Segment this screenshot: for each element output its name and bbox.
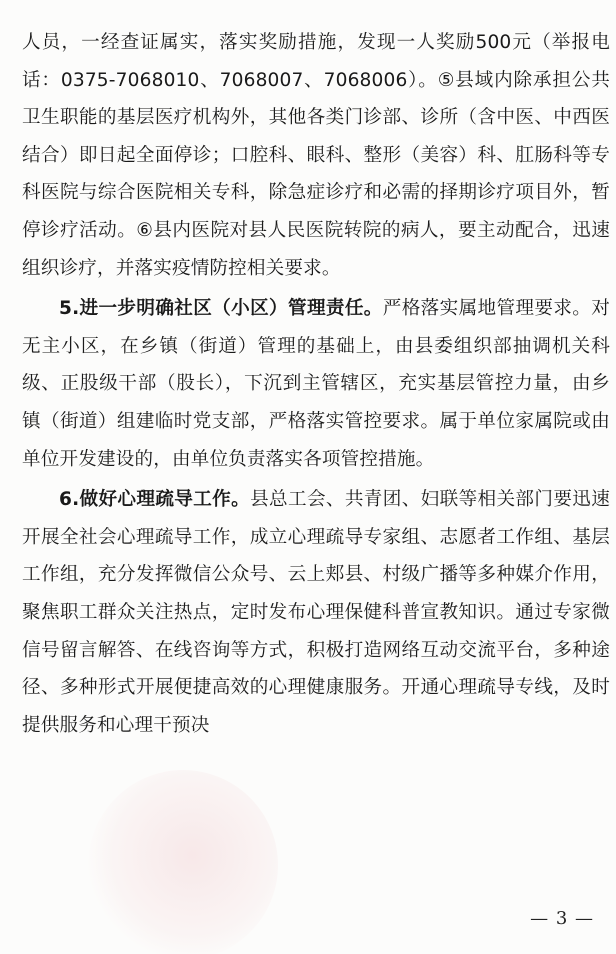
- paragraph-psychological-counseling: [22, 481, 610, 744]
- document-body: [22, 0, 610, 744]
- page-number: — 3 —: [530, 908, 594, 929]
- paragraph-community-management: [22, 290, 610, 478]
- section-heading: 6.做好心理疏导工作。: [59, 489, 251, 511]
- paragraph-continuation: [22, 0, 610, 287]
- paragraph-text: 严格落实属地管理要求。对无主小区，在乡镇（街道）管理的基础上，由县委组织部抽调机关科级、正股级干部（股长），下沉到主管辖区，充实基层管控力量，由乡镇（街道）组建临时党支部，严格落实管控要求。属于单位家属院或由单位开发建设的，由单位负责落实各项管控措施。: [22, 298, 610, 470]
- paragraph-text: 人员，一经查证属实，落实奖励措施，发现一人奖励500元（举报电话：0375-7068010、7068007、7068006）。⑤县域内除承担公共卫生职能的基层医疗机构外，其他各类门诊部、诊所（含中医、中西医结合）即日起全面停诊；口腔科、眼科、整形（美容）科、肛肠科等专科医院与综合医院相关专科，除急症诊疗和必需的择期诊疗项目外，暂停诊疗活动。⑥县内医院对县人民医院转院的病人，要主动配合，迅速组织诊疗，并落实疫情防控相关要求。: [22, 32, 610, 279]
- section-heading: 5.进一步明确社区（小区）管理责任。: [59, 298, 383, 320]
- faded-seal-mark: [88, 770, 278, 954]
- paragraph-text: 县总工会、共青团、妇联等相关部门要迅速开展全社会心理疏导工作，成立心理疏导专家组、志愿者工作组、基层工作组，充分发挥微信公众号、云上郏县、村级广播等多种媒介作用，聚焦职工群众关注热点，定时发布心理保健科普宣教知识。通过专家微信号留言解答、在线咨询等方式，积极打造网络互动交流平台，多种途径、多种形式开展便捷高效的心理健康服务。开通心理疏导专线，及时提供服务和心理干预决: [22, 489, 610, 736]
